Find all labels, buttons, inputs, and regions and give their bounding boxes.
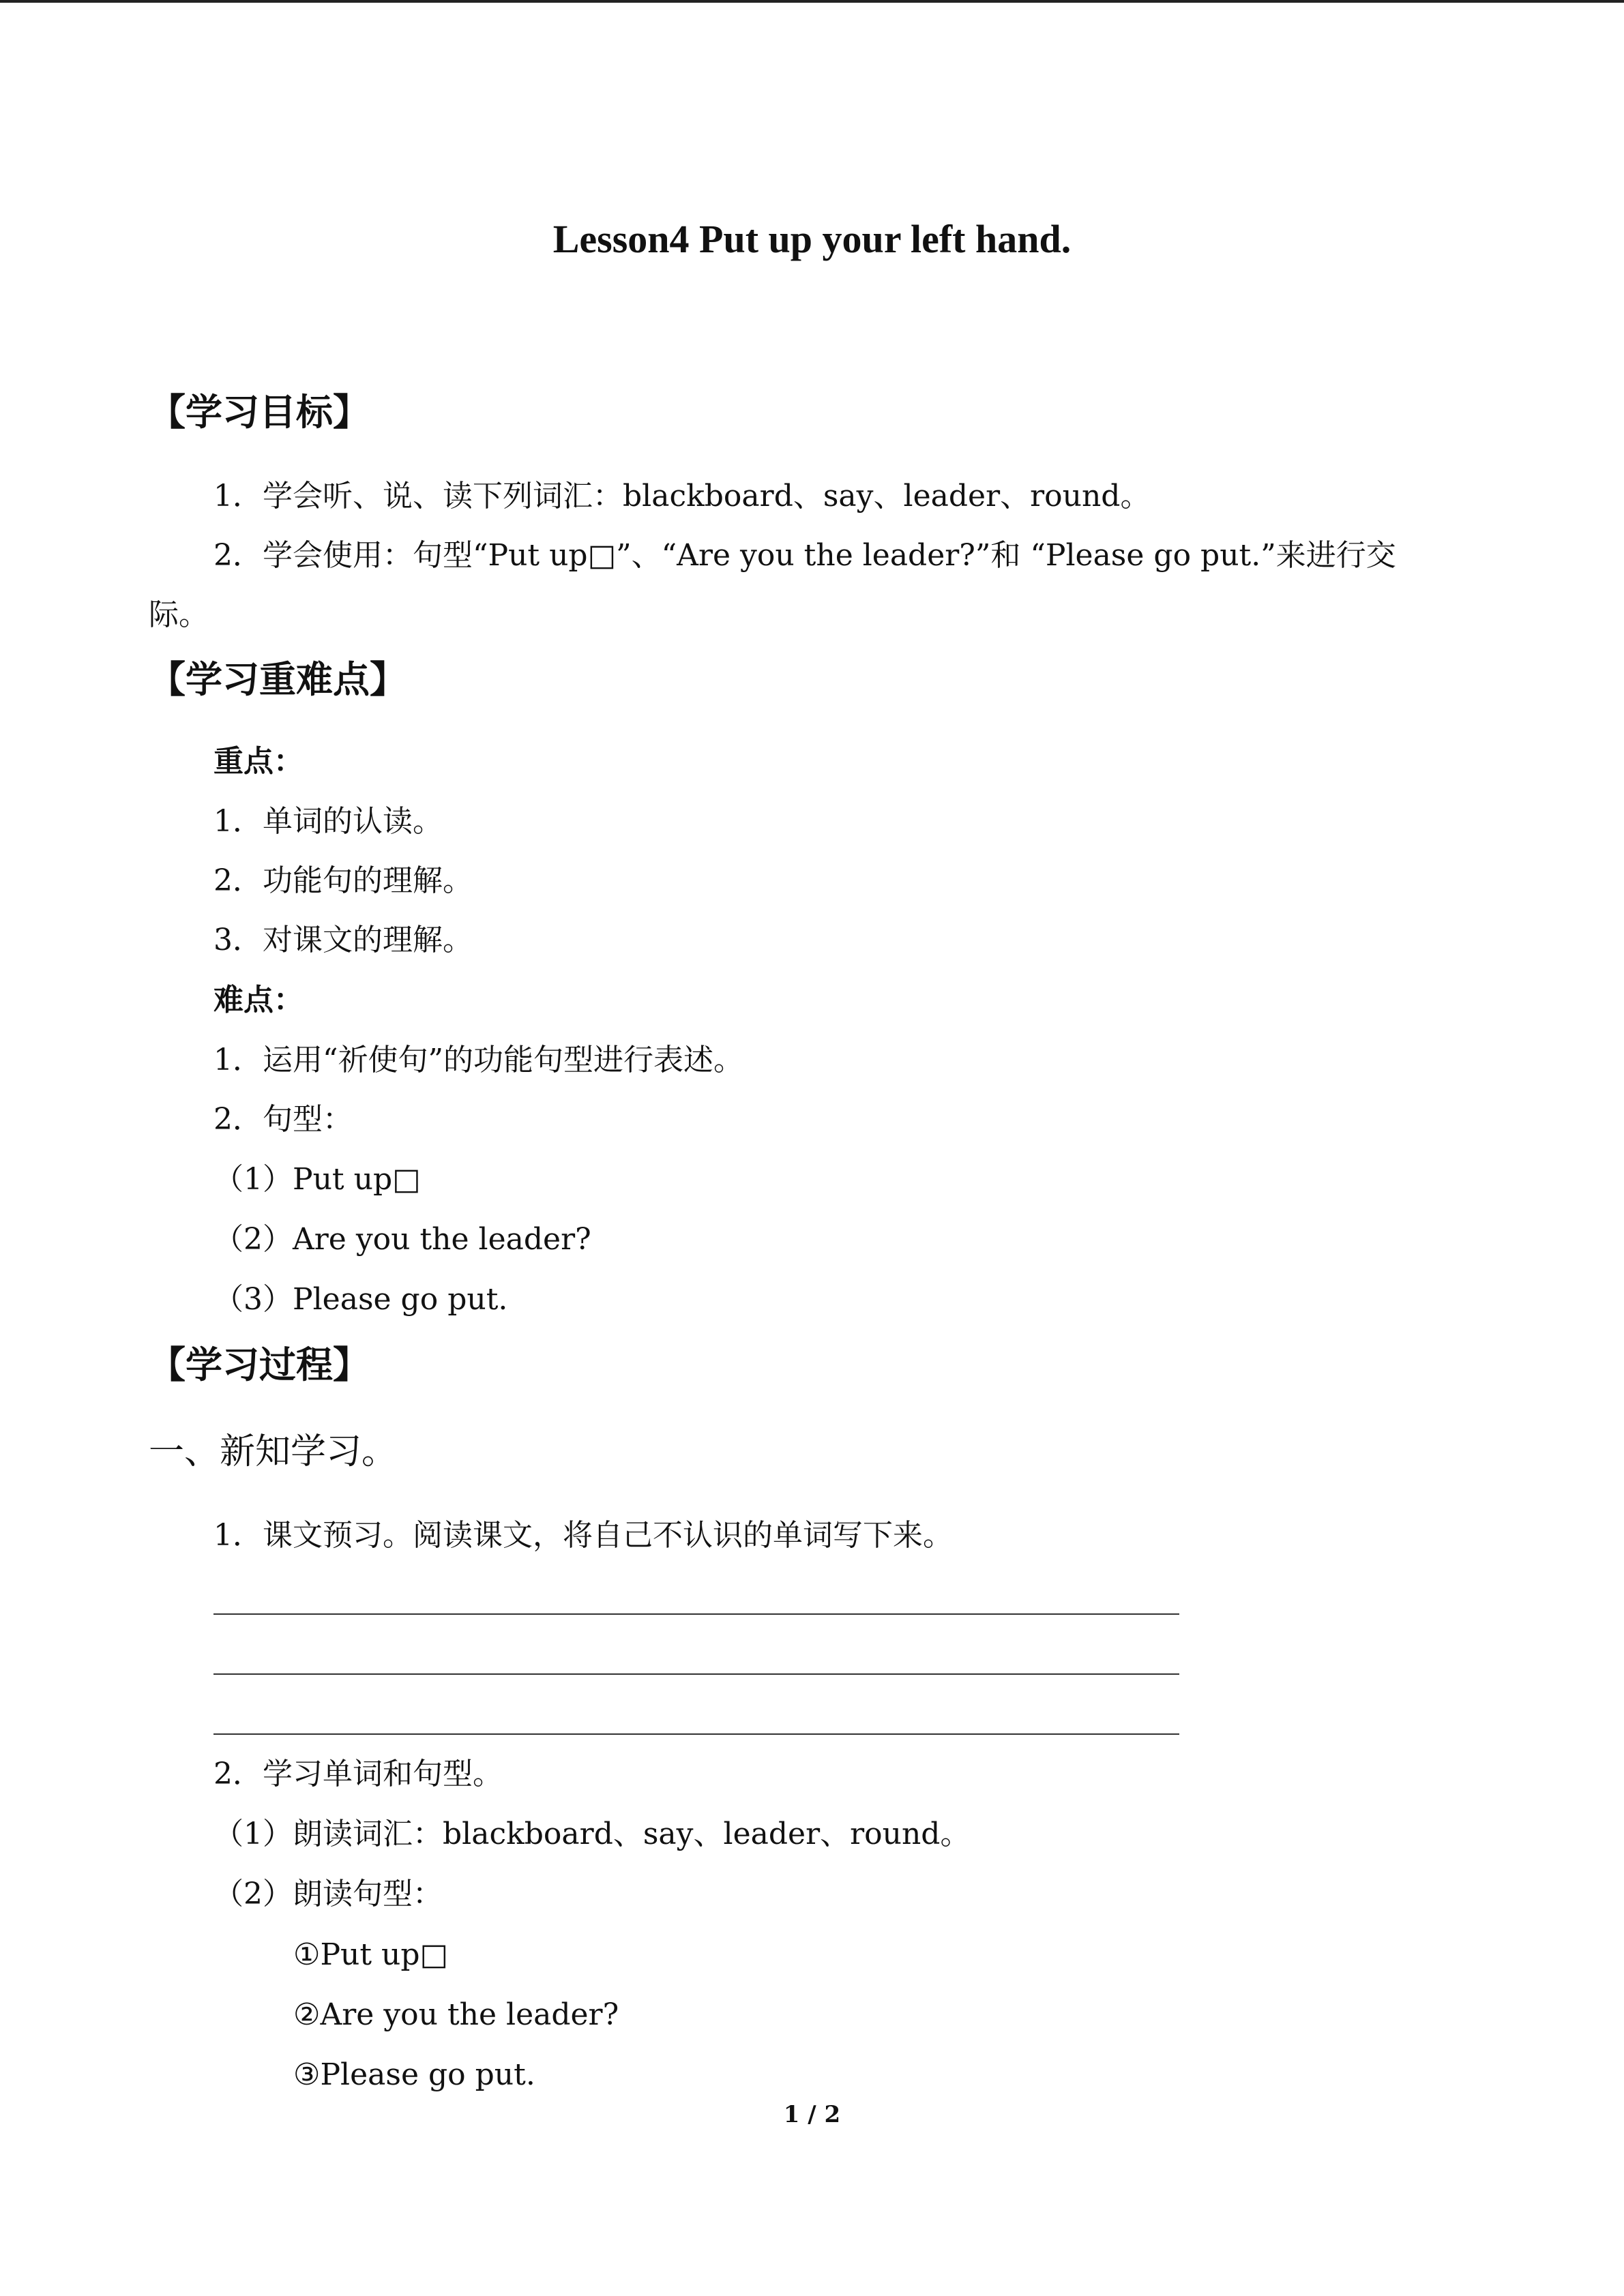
step-2-vocab: （1）朗读词汇：blackboard、say、leader、round。	[213, 1817, 971, 1851]
part-one-heading: 一、新知学习。	[149, 1431, 398, 1472]
sentence-2: ②Are you the leader?	[293, 1997, 619, 2032]
step-1-instruction: 1．课文预习。阅读课文，将自己不认识的单词写下来。	[213, 1518, 953, 1553]
difficulty-item-2: 2．句型：	[213, 1102, 353, 1137]
step-2-sentences-label: （2）朗读句型：	[213, 1877, 443, 1911]
section-heading-objectives: 【学习目标】	[149, 391, 370, 434]
difficulty-item-1: 1．运用“祈使句”的功能句型进行表述。	[213, 1043, 743, 1077]
section-heading-key-points: 【学习重难点】	[149, 658, 407, 701]
page-number: 1 / 2	[783, 2101, 841, 2128]
objective-item-1: 1．学会听、说、读下列词汇：blackboard、say、leader、round。	[213, 479, 1151, 513]
difficulty-pattern-3: （3）Please go put.	[213, 1282, 508, 1317]
answer-line-1[interactable]	[213, 1613, 1179, 1615]
difficulty-label: 难点：	[213, 983, 304, 1017]
step-2-heading: 2．学习单词和句型。	[213, 1757, 503, 1791]
sentence-1: ①Put up□	[293, 1937, 449, 1972]
difficulty-pattern-2: （2）Are you the leader?	[213, 1222, 591, 1257]
objective-item-2: 2．学会使用：句型“Put up□”、“Are you the leader?”和 “Please go put.”来进行交	[213, 538, 1396, 573]
focus-label: 重点：	[213, 744, 304, 779]
focus-item-3: 3．对课文的理解。	[213, 923, 473, 957]
focus-item-2: 2．功能句的理解。	[213, 863, 473, 898]
answer-line-3[interactable]	[213, 1733, 1179, 1735]
focus-item-1: 1．单词的认读。	[213, 804, 443, 839]
document-title: Lesson4 Put up your left hand.	[552, 217, 1072, 261]
page-top-border	[0, 0, 1624, 3]
answer-line-2[interactable]	[213, 1673, 1179, 1675]
objective-item-2-continued: 际。	[149, 597, 209, 632]
section-heading-process: 【学习过程】	[149, 1343, 370, 1386]
difficulty-pattern-1: （1）Put up□	[213, 1162, 421, 1197]
sentence-3: ③Please go put.	[293, 2057, 535, 2092]
